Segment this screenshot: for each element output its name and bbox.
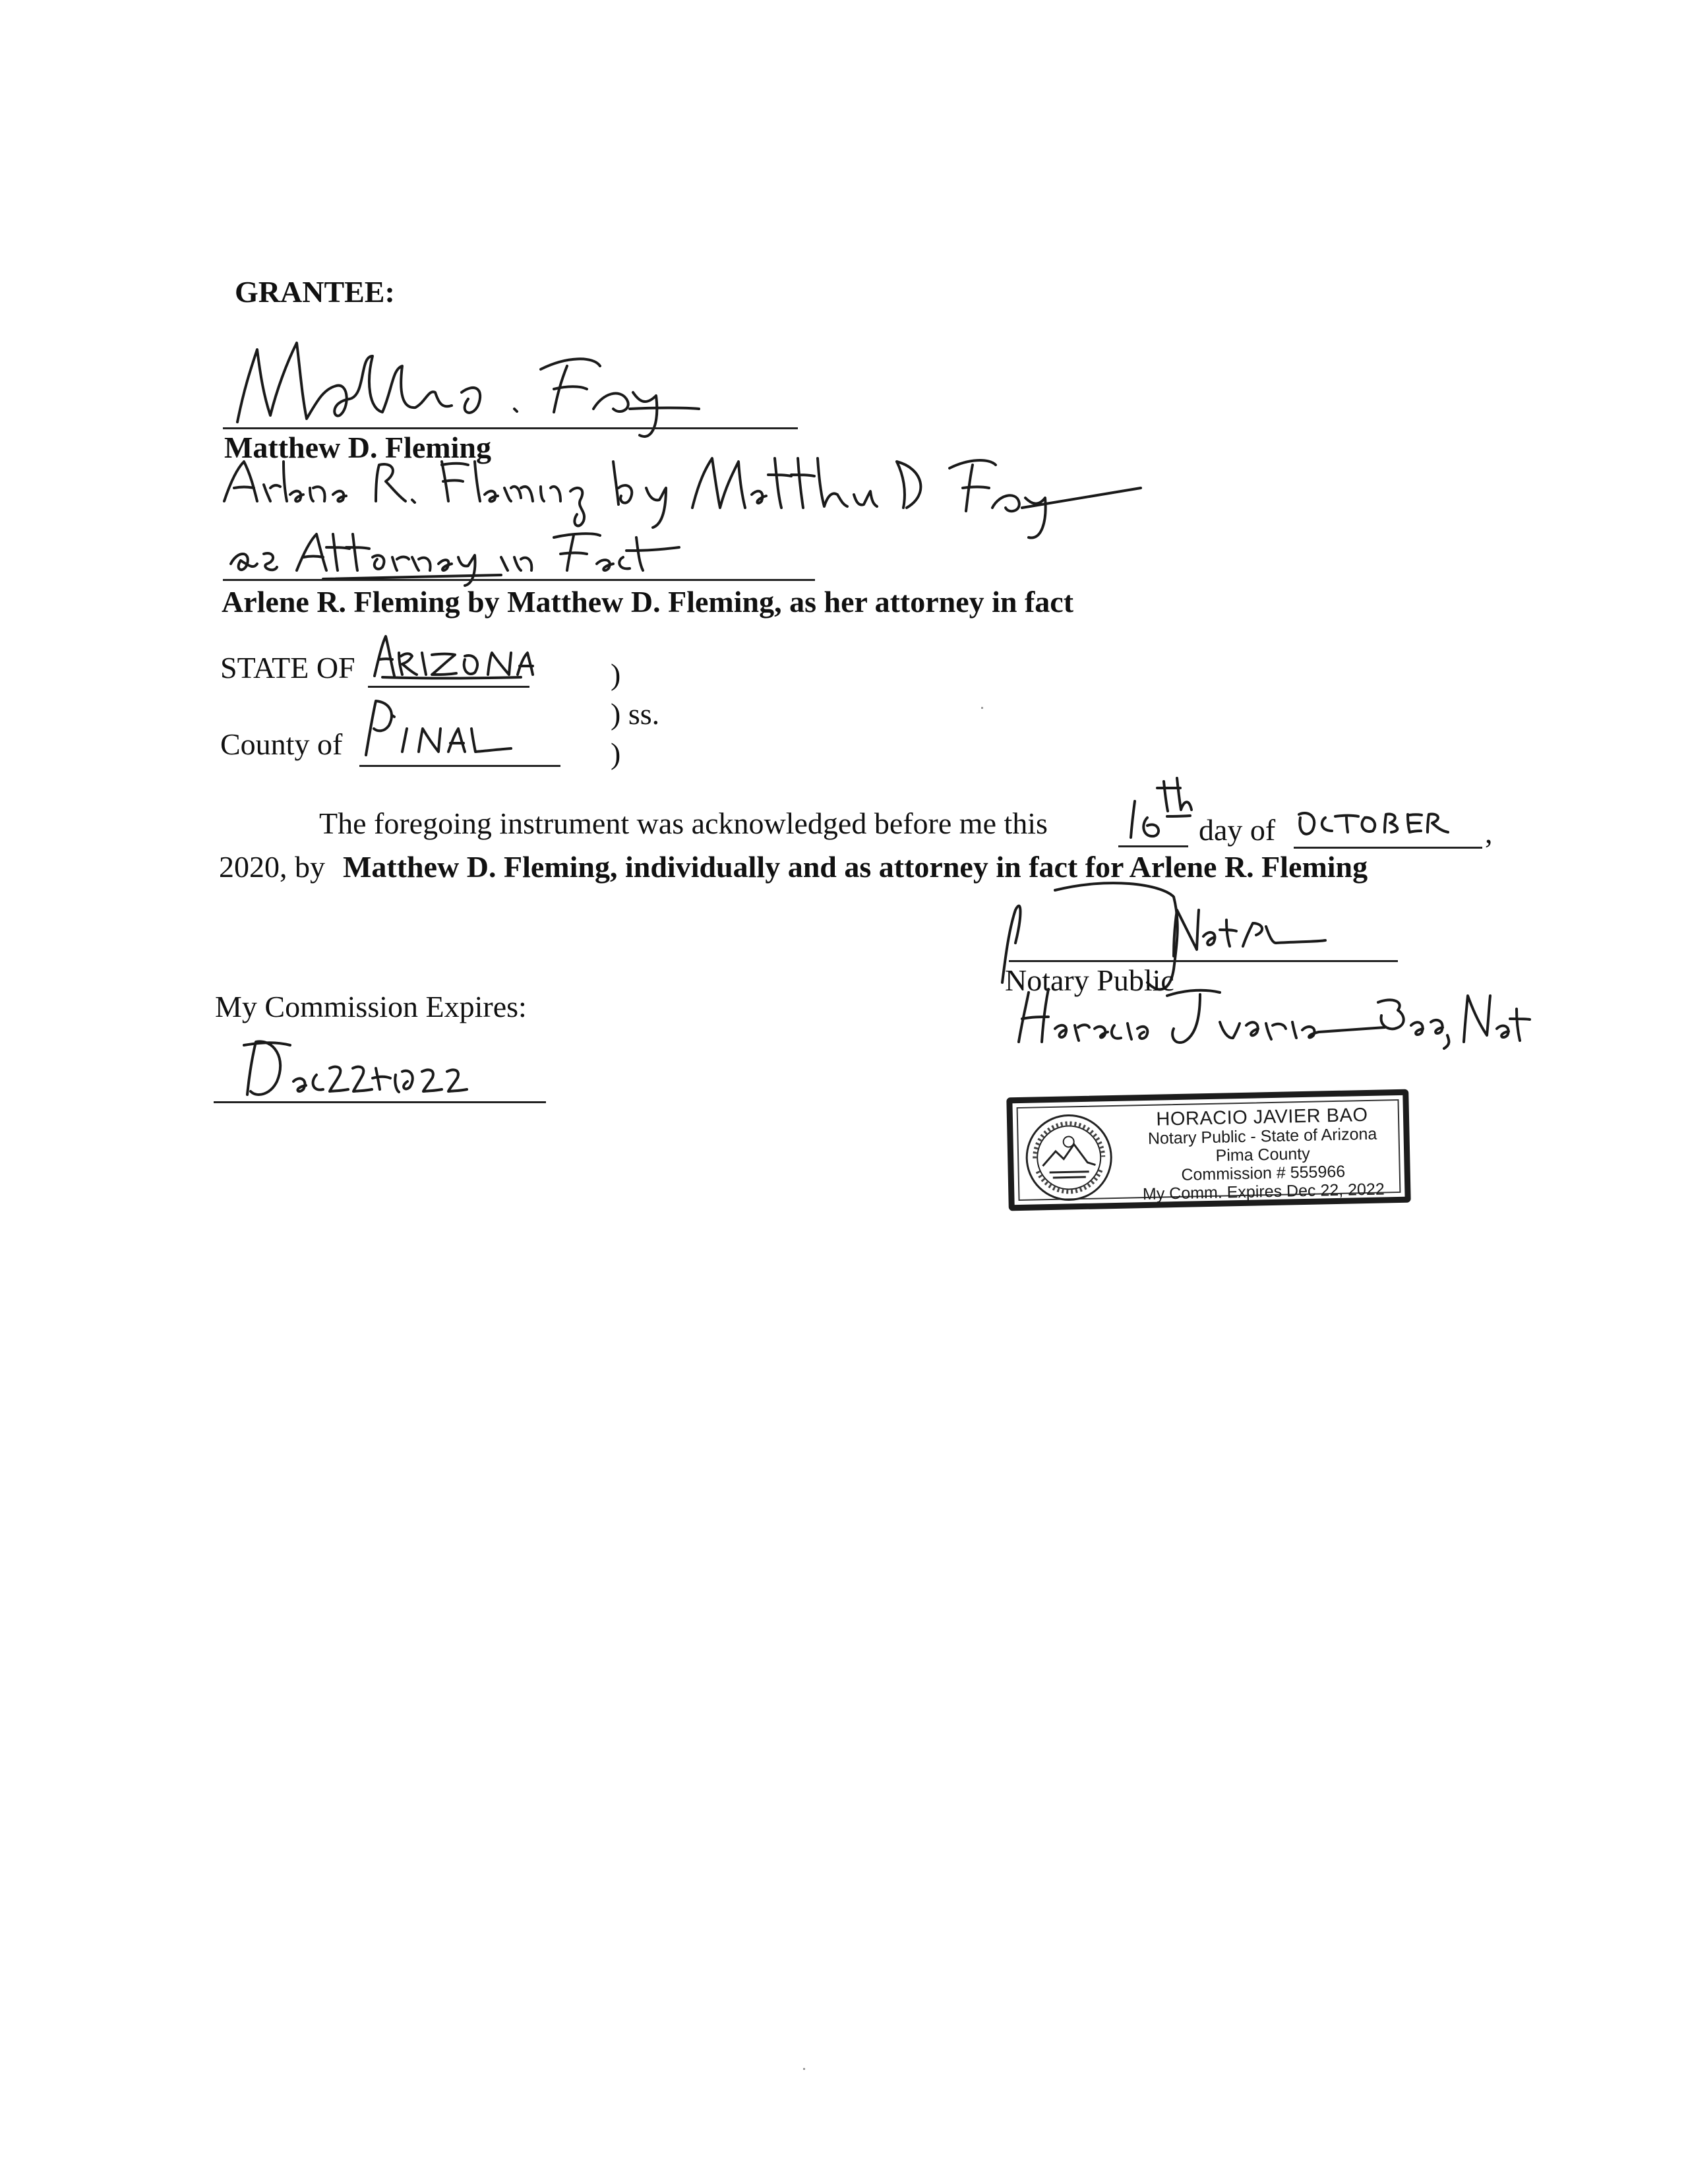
signature-line-2 xyxy=(223,579,815,581)
commission-line xyxy=(214,1101,546,1103)
handwritten-commission-date xyxy=(237,1029,475,1101)
handwritten-month-october xyxy=(1292,804,1451,844)
seal-line-expires: My Comm. Expires Dec 22, 2022 xyxy=(1142,1180,1385,1204)
handwritten-state-arizona xyxy=(369,630,534,682)
seal-line-county: Pima County xyxy=(1215,1144,1311,1165)
printed-name-arlene: Arlene R. Fleming by Matthew D. Fleming, as her attorney in fact xyxy=(222,585,1074,619)
printed-name-matthew: Matthew D. Fleming xyxy=(224,431,491,464)
ack-line2-bold: Matthew D. Fleming, individually and as attorney in fact for Arlene R. Fleming xyxy=(343,850,1368,884)
seal-notary-name: HORACIO JAVIER BAO xyxy=(1156,1104,1368,1130)
handwritten-county-pinal xyxy=(359,696,518,762)
signature-line-1 xyxy=(223,427,798,429)
notary-signature-line xyxy=(1009,960,1398,962)
paren-bottom: ) xyxy=(611,737,621,770)
handwritten-day-16th xyxy=(1118,772,1197,844)
signature-matthew-fleming xyxy=(224,330,699,435)
ack-line2-year: 2020, by xyxy=(219,850,325,884)
scan-speck xyxy=(981,707,983,709)
commission-expires-label: My Commission Expires: xyxy=(215,990,527,1023)
grantee-heading: GRANTEE: xyxy=(235,275,395,309)
notary-seal-stamp xyxy=(1006,1089,1410,1211)
state-label: STATE OF xyxy=(220,651,355,684)
handwritten-attorney-in-fact xyxy=(224,528,699,587)
seal-line-commission: Commission # 555966 xyxy=(1181,1162,1346,1184)
day-line xyxy=(1118,845,1188,847)
ack-day-of: day of xyxy=(1199,813,1276,847)
county-line xyxy=(359,765,560,767)
seal-line-state: Notary Public - State of Arizona xyxy=(1147,1124,1377,1148)
notary-public-label: Notary Public xyxy=(1005,963,1174,997)
ack-comma: , xyxy=(1485,816,1493,849)
ack-line1-prefix: The foregoing instrument was acknowledged before me this xyxy=(319,806,1048,840)
county-label: County of xyxy=(220,727,343,761)
paren-top: ) xyxy=(611,657,621,691)
state-line xyxy=(368,686,529,688)
handwritten-notary-name xyxy=(1009,969,1530,1048)
month-line xyxy=(1294,847,1482,849)
scan-speck xyxy=(803,2068,805,2070)
arizona-state-seal-icon xyxy=(1022,1110,1116,1205)
paren-ss: ) ss. xyxy=(611,697,660,731)
